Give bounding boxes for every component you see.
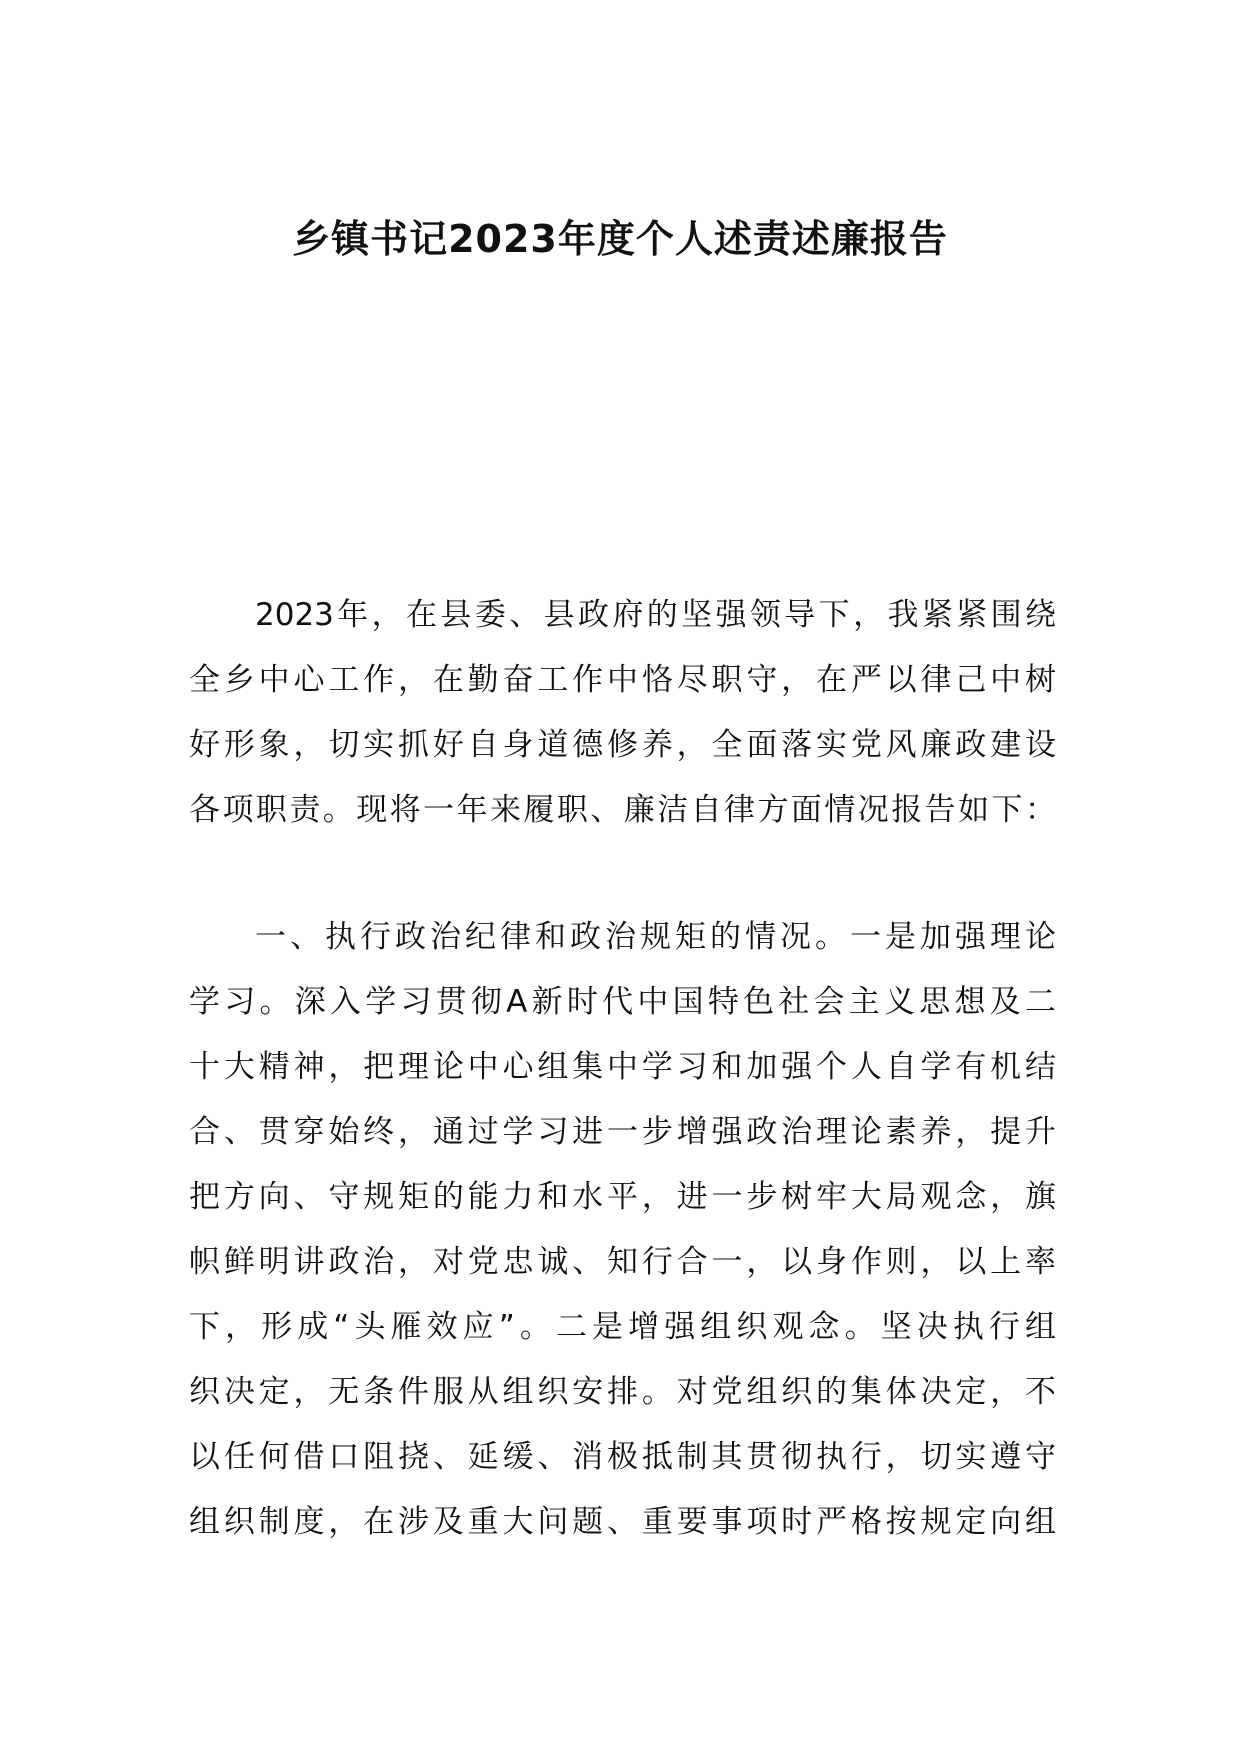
text-line: 合、贯穿始终，通过学习进一步增强政治理论素养，提升 [189,1114,1056,1150]
text-line: 织决定，无条件服从组织安排。对党组织的集体决定，不 [189,1374,1056,1410]
text-line: 各项职责。现将一年来履职、廉洁自律方面情况报告如下： [189,792,1056,828]
text-line: 一、执行政治纪律和政治规矩的情况。一是加强理论 [255,919,1056,955]
text-line: 帜鲜明讲政治，对党忠诚、知行合一，以身作则，以上率 [189,1244,1056,1280]
text-line: 下，形成“头雁效应”。二是增强组织观念。坚决执行组 [189,1309,1056,1345]
text-line: 组织制度，在涉及重大问题、重要事项时严格按规定向组 [189,1504,1056,1540]
text-line: 以任何借口阻挠、延缓、消极抵制其贯彻执行，切实遵守 [189,1439,1056,1475]
paragraph-intro [189,583,1056,843]
text-line: 好形象，切实抓好自身道德修养，全面落实党风廉政建设 [189,727,1056,763]
text-line: 全乡中心工作，在勤奋工作中恪尽职守，在严以律己中树 [189,662,1056,698]
text-line: 学习。深入学习贯彻A新时代中国特色社会主义思想及二 [189,984,1056,1020]
text-line: 十大精神，把理论中心组集中学习和加强个人自学有机结 [189,1049,1056,1085]
text-line: 2023年，在县委、县政府的坚强领导下，我紧紧围绕 [255,597,1056,633]
text-line: 把方向、守规矩的能力和水平，进一步树牢大局观念，旗 [189,1179,1056,1215]
document-title: 乡镇书记2023年度个人述责述廉报告 [292,217,948,261]
paragraph-section-1 [189,905,1056,1555]
